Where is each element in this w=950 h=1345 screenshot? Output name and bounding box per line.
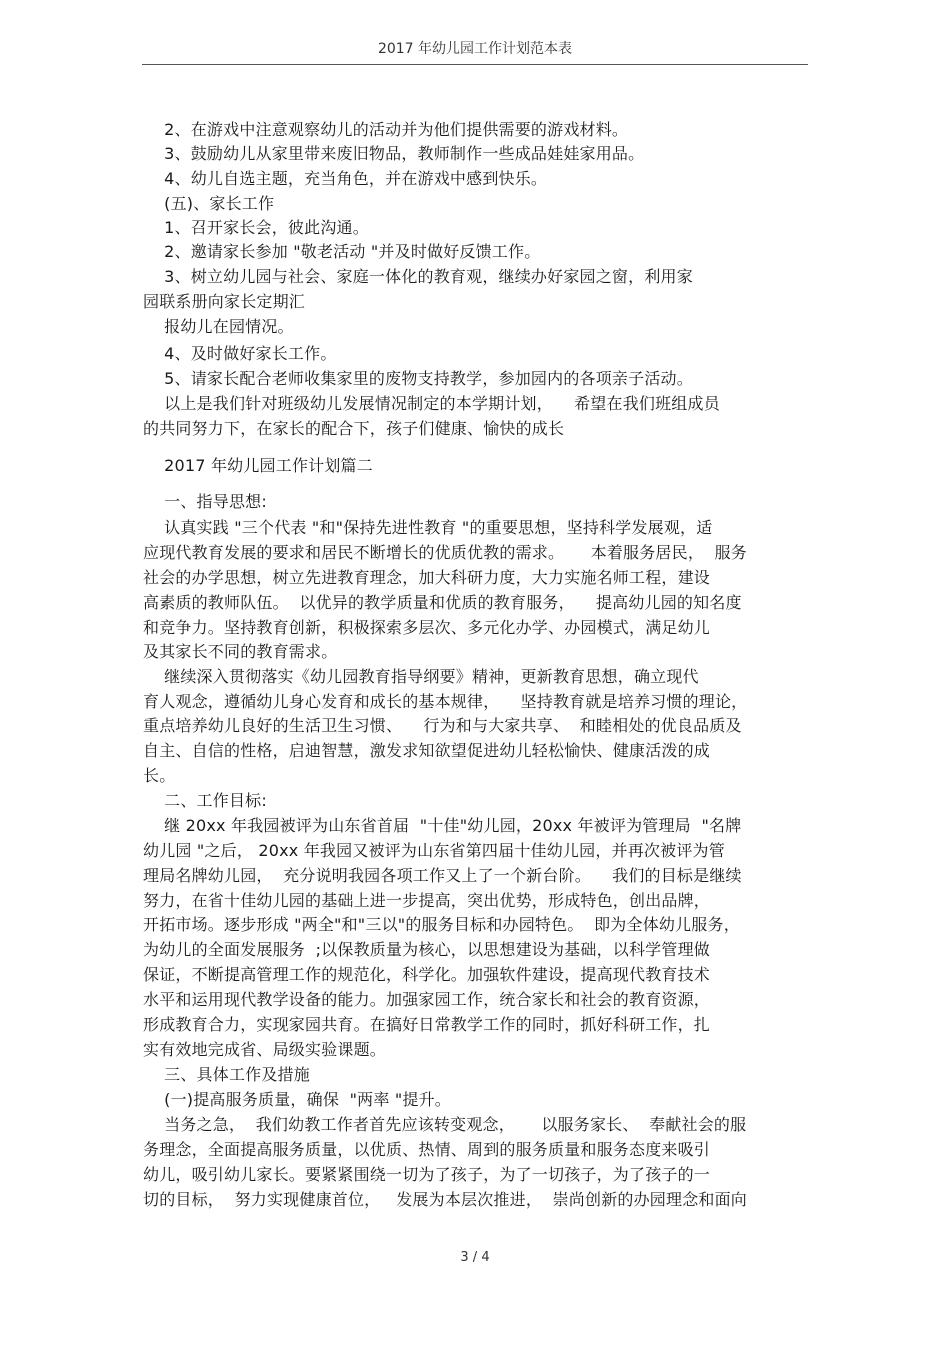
text-line: 2、邀请家长参加 "敬老活动 "并及时做好反馈工作。 (143, 242, 541, 261)
text-line: 水平和运用现代教学设备的能力。加强家园工作，统合家长和社会的教育资源， (143, 990, 711, 1009)
text-line: 及其家长不同的教育需求。 (143, 642, 338, 661)
text-line: 幼儿，吸引幼儿家长。要紧紧围绕一切为了孩子，为了一切孩子，为了孩子的一 (143, 1165, 711, 1184)
page-number: 3 / 4 (460, 1250, 490, 1265)
text-line: 继 20xx 年我园被评为山东省首届 "十佳"幼儿园，20xx 年被评为管理局 "名牌 (143, 816, 742, 835)
text-line: 4、幼儿自选主题，充当角色，并在游戏中感到快乐。 (143, 169, 548, 188)
text-line: 保证，不断提高管理工作的规范化，科学化。加强软件建设，提高现代教育技术 (143, 965, 711, 984)
text-line: 和竞争力。坚持教育创新，积极探索多层次、多元化办学、办园模式，满足幼儿 (143, 618, 711, 637)
text-line: 1、召开家长会，彼此沟通。 (143, 218, 369, 237)
text-line: 2、在游戏中注意观察幼儿的活动并为他们提供需要的游戏材料。 (143, 120, 629, 139)
text-line: 形成教育合力，实现家园共育。在搞好日常教学工作的同时，抓好科研工作，扎 (143, 1015, 711, 1034)
text-line: 报幼儿在园情况。 (143, 317, 294, 336)
text-line: 务理念，全面提高服务质量，以优质、热情、周到的服务质量和服务态度来吸引 (143, 1140, 711, 1159)
text-line: 4、及时做好家长工作。 (143, 344, 337, 363)
page-header-title: 2017 年幼儿园工作计划范本表 (377, 41, 573, 57)
text-line: 高素质的教师队伍。 以优异的教学质量和优质的教育服务， 提高幼儿园的知名度 (143, 593, 742, 612)
text-line: 3、树立幼儿园与社会、家庭一体化的教育观，继续办好家园之窗，利用家 (143, 267, 693, 286)
text-line: 努力，在省十佳幼儿园的基础上进一步提高，突出优势，形成特色，创出品牌， (143, 891, 711, 910)
text-line: 切的目标， 努力实现健康首位， 发展为本层次推进， 崇尚创新的办园理念和面向 (143, 1190, 748, 1209)
text-line: 社会的办学思想，树立先进教育理念，加大科研力度，大力实施名师工程，建设 (143, 568, 711, 587)
text-line: 认真实践 "三个代表 "和"保持先进性教育 "的重要思想，坚持科学发展观，适 (143, 518, 713, 537)
section-heading: 三、具体工作及措施 (143, 1065, 310, 1084)
section-heading: 二、工作目标: (143, 791, 267, 810)
text-line: 5、请家长配合老师收集家里的废物支持教学，参加园内的各项亲子活动。 (143, 369, 693, 388)
section-title: 2017 年幼儿园工作计划篇二 (143, 456, 373, 475)
text-line: 育人观念，遵循幼儿身心发育和成长的基本规律， 坚持教育就是培养习惯的理论， (143, 692, 748, 711)
text-line: 实有效地完成省、局级实验课题。 (143, 1040, 387, 1059)
section-heading: (五)、家长工作 (143, 194, 275, 213)
text-line: 理局名牌幼儿园， 充分说明我园各项工作又上了一个新台阶。 我们的目标是继续 (143, 866, 742, 885)
text-line: 为幼儿的全面发展服务 ;以保教质量为核心，以思想建设为基础，以科学管理做 (143, 940, 710, 959)
text-line: 重点培养幼儿良好的生活卫生习惯、 行为和与大家共享、 和睦相处的优良品质及 (143, 716, 742, 735)
section-heading: 一、指导思想: (143, 492, 267, 511)
text-line: 开拓市场。逐步形成 "两全"和"三以"的服务目标和办园特色。 即为全体幼儿服务， (143, 915, 740, 934)
text-line: 的共同努力下，在家长的配合下，孩子们健康、愉快的成长 (143, 419, 565, 438)
text-line: 以上是我们针对班级幼儿发展情况制定的本学期计划， 希望在我们班组成员 (143, 394, 720, 413)
text-line: 幼儿园 "之后， 20xx 年我园又被评为山东省第四届十佳幼儿园，并再次被评为管 (143, 841, 725, 860)
text-line: 自主、自信的性格，启迪智慧，激发求知欲望促进幼儿轻松愉快、健康活泼的成 (143, 741, 711, 760)
text-line: 3、鼓励幼儿从家里带来废旧物品，教师制作一些成品娃娃家用品。 (143, 144, 645, 163)
text-line: 继续深入贯彻落实《幼儿园教育指导纲要》精神，更新教育思想，确立现代 (143, 667, 699, 686)
text-line: 当务之急， 我们幼教工作者首先应该转变观念， 以服务家长、 奉献社会的服 (143, 1115, 747, 1134)
text-line: 长。 (143, 766, 176, 785)
text-line: 应现代教育发展的要求和居民不断增长的优质优教的需求。 本着服务居民， 服务 (143, 543, 748, 562)
subsection-heading: (一)提高服务质量，确保 "两率 "提升。 (143, 1090, 452, 1109)
text-line: 园联系册向家长定期汇 (143, 292, 306, 311)
